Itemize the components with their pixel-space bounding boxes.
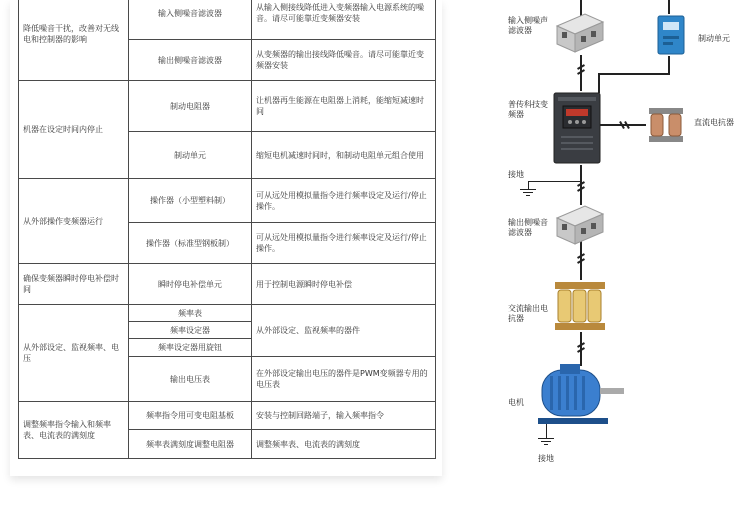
motor-icon	[530, 364, 630, 426]
inverter-label: 普传科技变频器	[508, 100, 548, 119]
desc-cell: 可从远处用模拟量指令进行频率设定及运行/停止操作。	[252, 223, 436, 264]
brake-wire-horizontal	[598, 73, 670, 75]
device-cell: 频率设定器用旋钮	[129, 339, 252, 357]
device-cell: 操作器（小型塑料制）	[129, 179, 252, 223]
device-cell: 输出电压表	[129, 357, 252, 402]
output-filter-label: 输出侧噪音滤波器	[508, 218, 548, 237]
inverter-icon	[553, 92, 601, 164]
device-cell: 制动单元	[129, 132, 252, 179]
brake-unit-label: 制动单元	[698, 34, 730, 43]
purpose-cell: 从外部操作变频器运行	[19, 179, 129, 264]
motor-label: 电机	[508, 398, 524, 407]
purpose-cell: 确保变频器瞬时停电补偿时间	[19, 264, 129, 305]
ac-reactor-icon	[553, 280, 607, 332]
desc-cell: 从外部设定、监视频率的器件	[252, 305, 436, 357]
component-table-sheet	[10, 0, 442, 476]
ground1-drop	[528, 181, 529, 189]
dc-reactor-icon	[645, 106, 687, 144]
brake-wire-drop	[598, 73, 600, 93]
input-filter-icon	[555, 12, 605, 54]
ground2-label: 接地	[538, 454, 554, 463]
desc-cell: 安装与控制回路端子，输入频率指令	[252, 402, 436, 430]
ground1-symbol	[526, 195, 530, 196]
desc-cell: 用于控制电源瞬时停电补偿	[252, 264, 436, 305]
dc-reactor-label: 直流电抗器	[694, 118, 734, 127]
ground1-symbol	[520, 189, 536, 190]
output-filter-icon	[555, 204, 605, 246]
purpose-cell: 调整频率指令输入和频率表、电流表的满刻度	[19, 402, 129, 459]
ground2-drop	[546, 424, 547, 438]
purpose-cell: 降低噪音干扰，改善对无线电和控制器的影响	[19, 0, 129, 81]
ground2-symbol	[544, 444, 548, 445]
desc-cell: 缩短电机减速时间时，和制动电阻单元组合使用	[252, 132, 436, 179]
purpose-cell: 从外部设定、监视频率、电压	[19, 305, 129, 402]
component-table	[18, 0, 436, 459]
ground1-label: 接地	[508, 170, 524, 179]
desc-cell: 可从远处用模拟量指令进行频率设定及运行/停止操作。	[252, 179, 436, 223]
ground1-wire	[528, 181, 580, 182]
brake-unit-icon	[656, 14, 686, 56]
ac-reactor-label: 交流输出电抗器	[508, 304, 548, 323]
device-cell: 输入侧噪音滤波器	[129, 0, 252, 40]
device-cell: 频率设定器	[129, 322, 252, 339]
desc-cell: 调整频率表、电流表的满刻度	[252, 430, 436, 459]
device-cell: 瞬时停电补偿单元	[129, 264, 252, 305]
input-filter-label: 输入侧噪声滤波器	[508, 16, 548, 35]
ground2-symbol	[538, 438, 554, 439]
device-cell: 输出侧噪音滤波器	[129, 40, 252, 81]
purpose-cell: 机器在设定时间内停止	[19, 81, 129, 179]
brake-wire	[668, 56, 670, 74]
desc-cell: 从输入侧接线降低进入变频器输入电源系统的噪音。请尽可能靠近变频器安装	[252, 0, 436, 40]
ground1-symbol	[523, 192, 533, 193]
brake-wire-top	[668, 0, 670, 14]
ground2-symbol	[541, 441, 551, 442]
desc-cell: 从变频器的输出接线降低噪音。请尽可能靠近变频器安装	[252, 40, 436, 81]
device-cell: 制动电阻器	[129, 81, 252, 132]
device-cell: 频率表	[129, 305, 252, 322]
device-cell: 操作器（标准型钢板制）	[129, 223, 252, 264]
desc-cell: 在外部设定输出电压的器件是PWM变频器专用的电压表	[252, 357, 436, 402]
device-cell: 频率表满刻度调整电阻器	[129, 430, 252, 459]
desc-cell: 让机器再生能源在电阻器上消耗，能缩短减速时间	[252, 81, 436, 132]
device-cell: 频率指令用可变电阻基板	[129, 402, 252, 430]
